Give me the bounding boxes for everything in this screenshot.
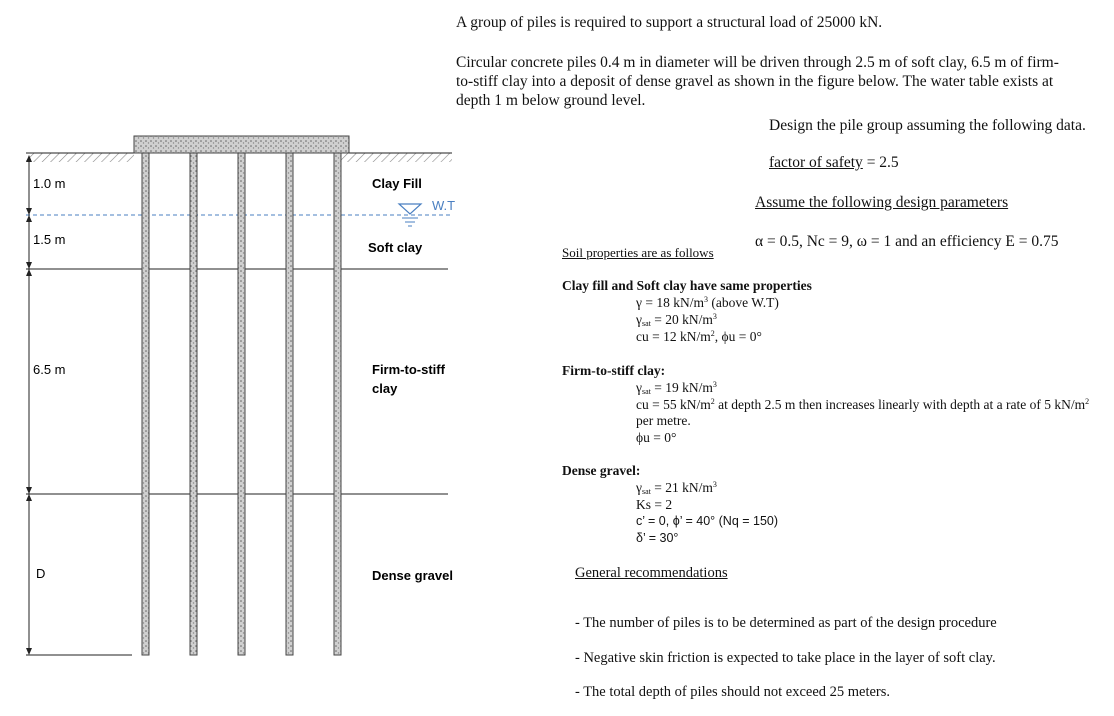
dim-label-soft-clay: 1.5 m — [33, 232, 66, 247]
layer-firm-clay-line1: Firm-to-stiff — [372, 362, 445, 377]
dimension-arrow — [26, 648, 32, 655]
pile — [334, 153, 341, 655]
firm-gamma-sat: $\gamma_{sat} = 19$ $kN/m^3$ — [636, 380, 717, 396]
firm-cu: cu = 55 $kN/m^2$ at depth 2.5 m then increases linearly with depth at a rate of 5 $kN/m^2$ — [636, 397, 1090, 412]
pile — [238, 153, 245, 655]
layer-clay-fill: Clay Fill — [372, 176, 422, 191]
pile — [142, 153, 149, 655]
clay-gamma-sat: $\gamma_{sat} = 20$ $kN/m^3$ — [636, 312, 717, 328]
recommendation-item: - The number of piles is to be determined as part of the design procedure — [575, 615, 997, 631]
gravel-ks: Ks = 2 — [636, 497, 673, 512]
fos-value: = 2.5 — [862, 154, 899, 171]
firm-cu-continued: per metre. — [636, 413, 691, 428]
gravel-heading: Dense gravel: — [562, 463, 641, 478]
pile — [190, 153, 197, 655]
design-parameters: α = 0.5, Nc = 9, ω = 1 and an efficiency E = 0.75 — [755, 233, 1059, 250]
fos-label: factor of safety — [769, 154, 863, 171]
dimension-arrow — [26, 262, 32, 269]
gravel-cohesion-friction: c’ = 0, ϕ’ = 40° (Nq = 150) — [636, 514, 779, 528]
pile-group-figure — [0, 0, 460, 716]
recommendation-item: - The total depth of piles should not exceed 25 meters. — [575, 684, 891, 700]
clay-fill-heading: Clay fill and Soft clay have same properties — [562, 278, 812, 293]
clay-gamma: γ = 18 $kN/m^3$ (above W.T) — [636, 295, 779, 310]
recommendation-item: - Negative skin friction is expected to take place in the layer of soft clay. — [575, 650, 996, 666]
dimension-arrow — [26, 494, 32, 501]
clay-cu: cu = 12 $kN/m^2$, ϕu = 0° — [636, 329, 762, 344]
firm-clay-heading: Firm-to-stiff clay: — [562, 363, 666, 378]
factor-of-safety — [769, 154, 899, 172]
layer-firm-clay-line2: clay — [372, 381, 398, 396]
design-instruction: Design the pile group assuming the following data. — [769, 117, 1086, 134]
intro-line: A group of piles is required to support a structural load of 25000 kN. — [456, 14, 883, 31]
water-table-label: W.T — [432, 198, 456, 213]
ground-hatch-right — [340, 153, 452, 162]
intro-paragraph-line-3: depth 1 m below ground level. — [456, 92, 646, 109]
dim-label-firm-clay: 6.5 m — [33, 362, 66, 377]
dim-label-fill: 1.0 m — [33, 176, 66, 191]
water-table-icon — [399, 204, 421, 214]
dimension-arrow — [26, 215, 32, 222]
dimension-arrow — [26, 487, 32, 494]
intro-paragraph-line-1: Circular concrete piles 0.4 m in diameter will be driven through 2.5 m of soft clay, 6.5 m of firm- — [456, 54, 1059, 71]
dimension-arrow — [26, 269, 32, 276]
intro-paragraph-line-2: to-stiff clay into a deposit of dense gravel as shown in the figure below. The water table exists at — [456, 73, 1054, 90]
assume-heading: Assume the following design parameters — [755, 194, 1009, 211]
dimension-arrow — [26, 208, 32, 215]
pile — [286, 153, 293, 655]
recommendations-heading: General recommendations — [575, 565, 728, 581]
soil-heading: Soil properties are as follows — [562, 245, 714, 260]
layer-soft-clay: Soft clay — [368, 240, 423, 255]
pile-cap — [134, 136, 349, 153]
dim-label-gravel: D — [36, 566, 46, 581]
firm-phi: ϕu = 0° — [636, 430, 677, 445]
gravel-gamma-sat: $\gamma_{sat} = 21$ $kN/m^3$ — [636, 480, 717, 496]
layer-dense-gravel: Dense gravel — [372, 568, 453, 583]
ground-hatch-left — [26, 153, 134, 162]
gravel-delta: δ’ = 30° — [636, 531, 679, 545]
